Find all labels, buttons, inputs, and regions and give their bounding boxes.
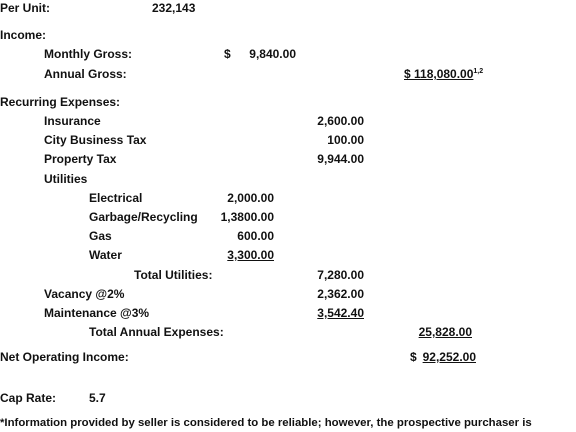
property-tax-value: 9,944.00 [317, 152, 364, 166]
insurance-label: Insurance [44, 114, 101, 128]
total-utilities-value: 7,280.00 [317, 268, 364, 282]
garbage-value: 1,3800.00 [220, 210, 274, 224]
annual-gross-footnote: 1,2 [473, 68, 484, 75]
gas-label: Gas [89, 229, 112, 243]
vacancy-value: 2,362.00 [317, 287, 364, 301]
noi-value: 92,252.00 [422, 350, 476, 364]
per-unit-label: Per Unit: [0, 1, 51, 15]
per-unit-value: 232,143 [152, 1, 196, 15]
total-annual-label: Total Annual Expenses: [89, 325, 224, 339]
disclaimer-text: *Information provided by seller is considered to be reliable; however, the prospective purchaser is [0, 417, 532, 429]
city-tax-value: 100.00 [327, 133, 364, 147]
cap-rate-value: 5.7 [89, 391, 106, 405]
total-annual-value: 25,828.00 [418, 325, 472, 339]
annual-gross-value-wrap [404, 67, 483, 81]
property-tax-label: Property Tax [44, 152, 117, 166]
city-tax-label: City Business Tax [44, 133, 147, 147]
recurring-heading: Recurring Expenses: [0, 95, 121, 109]
maintenance-label: Maintenance @3% [44, 306, 150, 320]
utilities-heading: Utilities [44, 172, 88, 186]
monthly-gross-value: 9,840.00 [249, 47, 296, 61]
cap-rate-label: Cap Rate: [0, 391, 57, 405]
annual-gross-label: Annual Gross: [44, 67, 127, 81]
water-value: 3,300.00 [227, 248, 274, 262]
total-utilities-label: Total Utilities: [134, 268, 213, 282]
monthly-gross-label: Monthly Gross: [44, 47, 133, 61]
garbage-label: Garbage/Recycling [89, 210, 198, 224]
vacancy-label: Vacancy @2% [44, 287, 125, 301]
gas-value: 600.00 [237, 229, 274, 243]
maintenance-value: 3,542.40 [317, 306, 364, 320]
monthly-gross-currency: $ [224, 47, 231, 61]
annual-gross-value: $ 118,080.00 [404, 67, 474, 81]
income-heading: Income: [0, 28, 47, 42]
water-label: Water [89, 248, 122, 262]
noi-label: Net Operating Income: [0, 350, 129, 364]
electrical-label: Electrical [89, 191, 143, 205]
electrical-value: 2,000.00 [227, 191, 274, 205]
insurance-value: 2,600.00 [317, 114, 364, 128]
noi-currency: $ [410, 350, 417, 364]
